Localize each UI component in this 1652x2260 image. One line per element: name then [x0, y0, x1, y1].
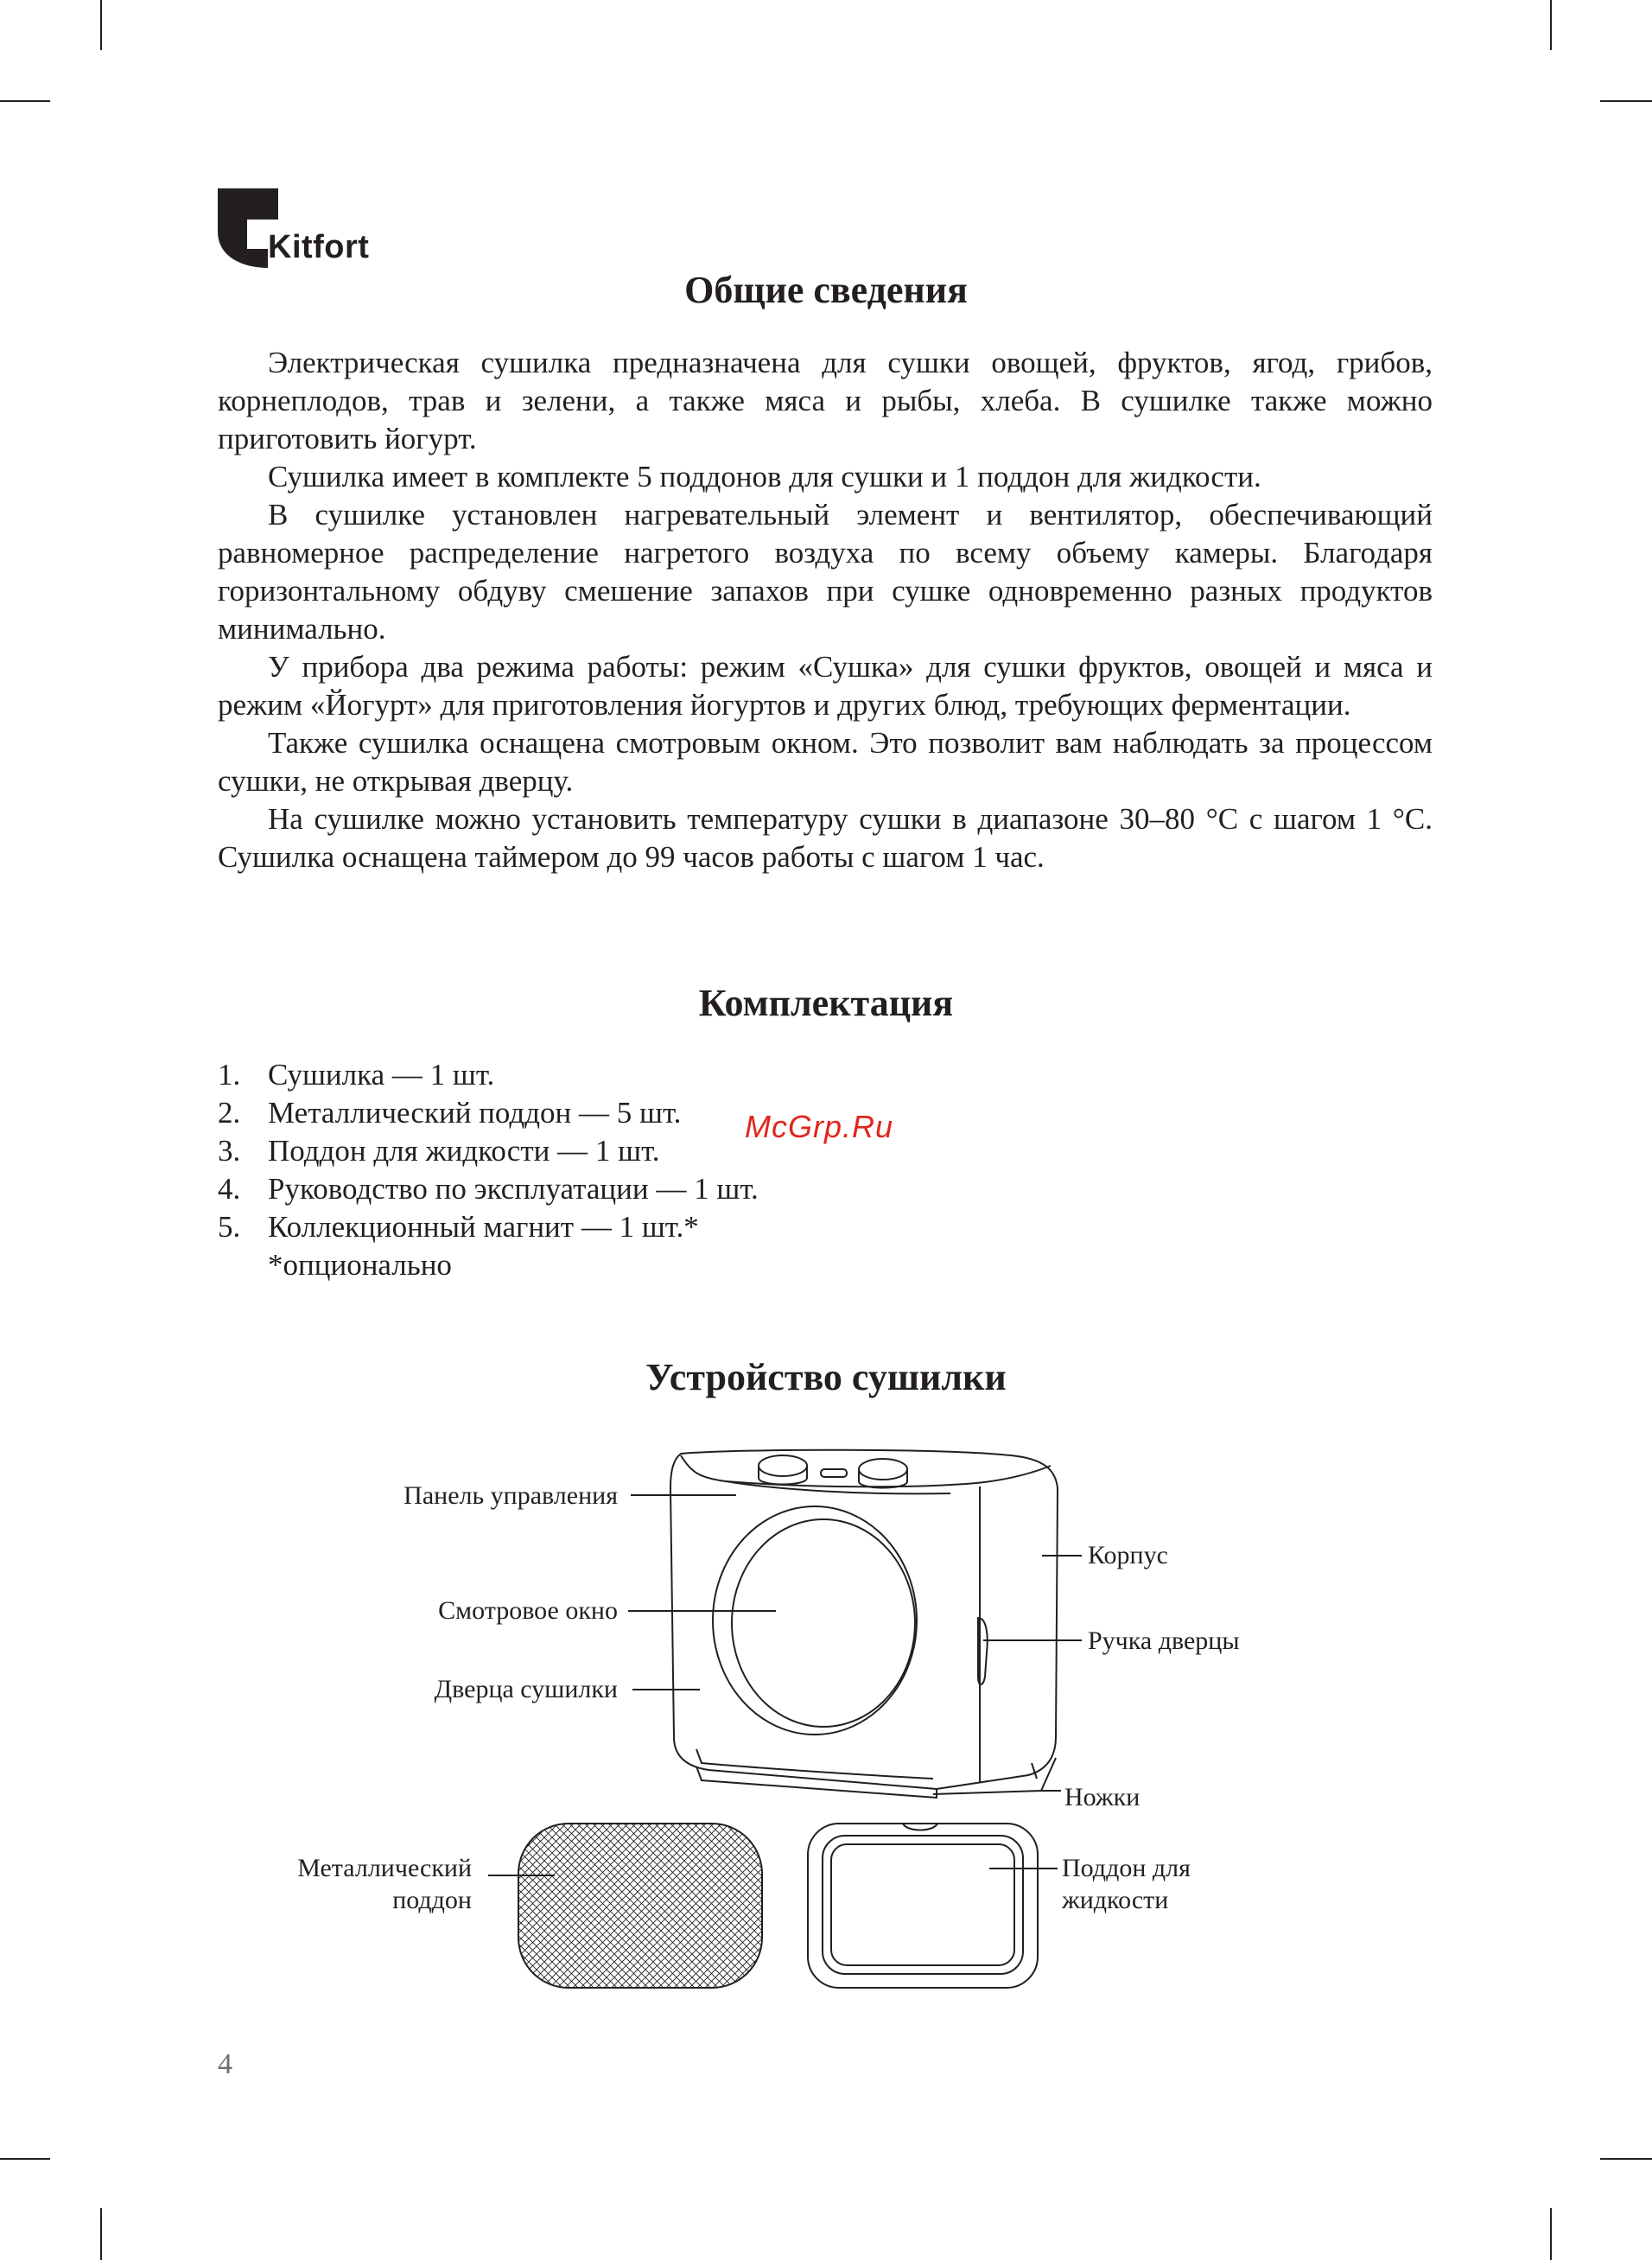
label-door: Дверца сушилки [434, 1675, 618, 1703]
liquid-tray-icon [808, 1824, 1038, 1988]
label-line: Металлический [297, 1854, 472, 1882]
list-item-text: Сушилка — 1 шт. [268, 1058, 495, 1092]
label-door-handle: Ручка дверцы [1088, 1627, 1240, 1655]
label-line: жидкости [1062, 1886, 1169, 1914]
list-item-text: Руководство по эксплуатации — 1 шт. [268, 1172, 759, 1206]
paragraph: В сушилке установлен нагревательный элемент и вентилятор, обеспечивающий равномерное распределение нагретого воздуха по всему объему камеры. Благодаря горизонтальному обдуву смешение запахов при сушке одновременно разных продуктов минимально. [218, 498, 1433, 646]
paragraph: Сушилка имеет в комплекте 5 поддонов для сушки и 1 поддон для жидкости. [268, 460, 1261, 493]
dryer-diagram [0, 1417, 1652, 2022]
list-item-text: Коллекционный магнит — 1 шт.* [268, 1210, 699, 1244]
control-knob-left-icon [759, 1455, 807, 1485]
crop-mark [1600, 100, 1652, 102]
section-title-device: Устройство сушилки [645, 1356, 1007, 1398]
crop-mark [1600, 2158, 1652, 2160]
list-item [218, 1132, 759, 1170]
label-line: Поддон для [1062, 1854, 1191, 1882]
contents-list [218, 1056, 759, 1284]
page-number: 4 [218, 2048, 232, 2080]
crop-mark [100, 0, 102, 50]
paragraph: У прибора два режима работы: режим «Сушка» для сушки фруктов, овощей и мяса и режим «Йогурт» для приготовления йогуртов и других блюд, требующих ферментации. [218, 650, 1433, 722]
list-item-text: Поддон для жидкости — 1 шт. [268, 1134, 660, 1168]
crop-mark [1550, 2208, 1552, 2260]
section-title-general: Общие сведения [684, 269, 968, 311]
label-metal-tray [297, 1852, 472, 1916]
list-item [218, 1056, 759, 1094]
list-item-text: Металлический поддон — 5 шт. [268, 1096, 682, 1130]
list-item [218, 1208, 759, 1246]
list-item-num: 1. [218, 1058, 241, 1092]
watermark: McGrp.Ru [745, 1109, 894, 1144]
crop-mark [0, 100, 50, 102]
display-icon [821, 1469, 847, 1477]
section-title-contents: Комплектация [698, 982, 954, 1024]
label-body: Корпус [1088, 1541, 1168, 1569]
control-knob-right-icon [859, 1459, 907, 1488]
list-item [218, 1170, 759, 1208]
brand-logo-text: Kitfort [268, 229, 370, 265]
crop-mark [1550, 0, 1552, 50]
list-item-num: 4. [218, 1172, 241, 1206]
label-liquid-tray [1062, 1852, 1191, 1916]
label-viewing-window: Смотровое окно [438, 1596, 618, 1625]
dryer-body-icon [670, 1450, 1058, 1798]
list-item-num: 3. [218, 1134, 241, 1168]
crop-mark [100, 2208, 102, 2260]
label-control-panel: Панель управления [403, 1481, 618, 1510]
list-item-num: 5. [218, 1210, 241, 1244]
crop-mark [0, 2158, 50, 2160]
list-item [218, 1094, 759, 1132]
viewing-window-icon [713, 1506, 917, 1735]
paragraph: Электрическая сушилка предназначена для сушки овощей, фруктов, ягод, грибов, корнеплодов, трав и зелени, а также мяса и рыбы, хлеба. В сушилке также можно приготовить йогурт. [218, 346, 1433, 455]
label-feet: Ножки [1064, 1783, 1141, 1811]
label-line: поддон [392, 1886, 472, 1914]
list-item-num: 2. [218, 1096, 241, 1130]
paragraph: Также сушилка оснащена смотровым окном. Это позволит вам наблюдать за процессом сушки, не открывая дверцу. [218, 726, 1433, 798]
list-note: *опционально [268, 1248, 452, 1282]
paragraph: На сушилке можно установить температуру сушки в диапазоне 30–80 °С с шагом 1 °С. Сушилка оснащена таймером до 99 часов работы с шагом 1 час. [218, 802, 1433, 874]
general-text [218, 344, 1433, 876]
